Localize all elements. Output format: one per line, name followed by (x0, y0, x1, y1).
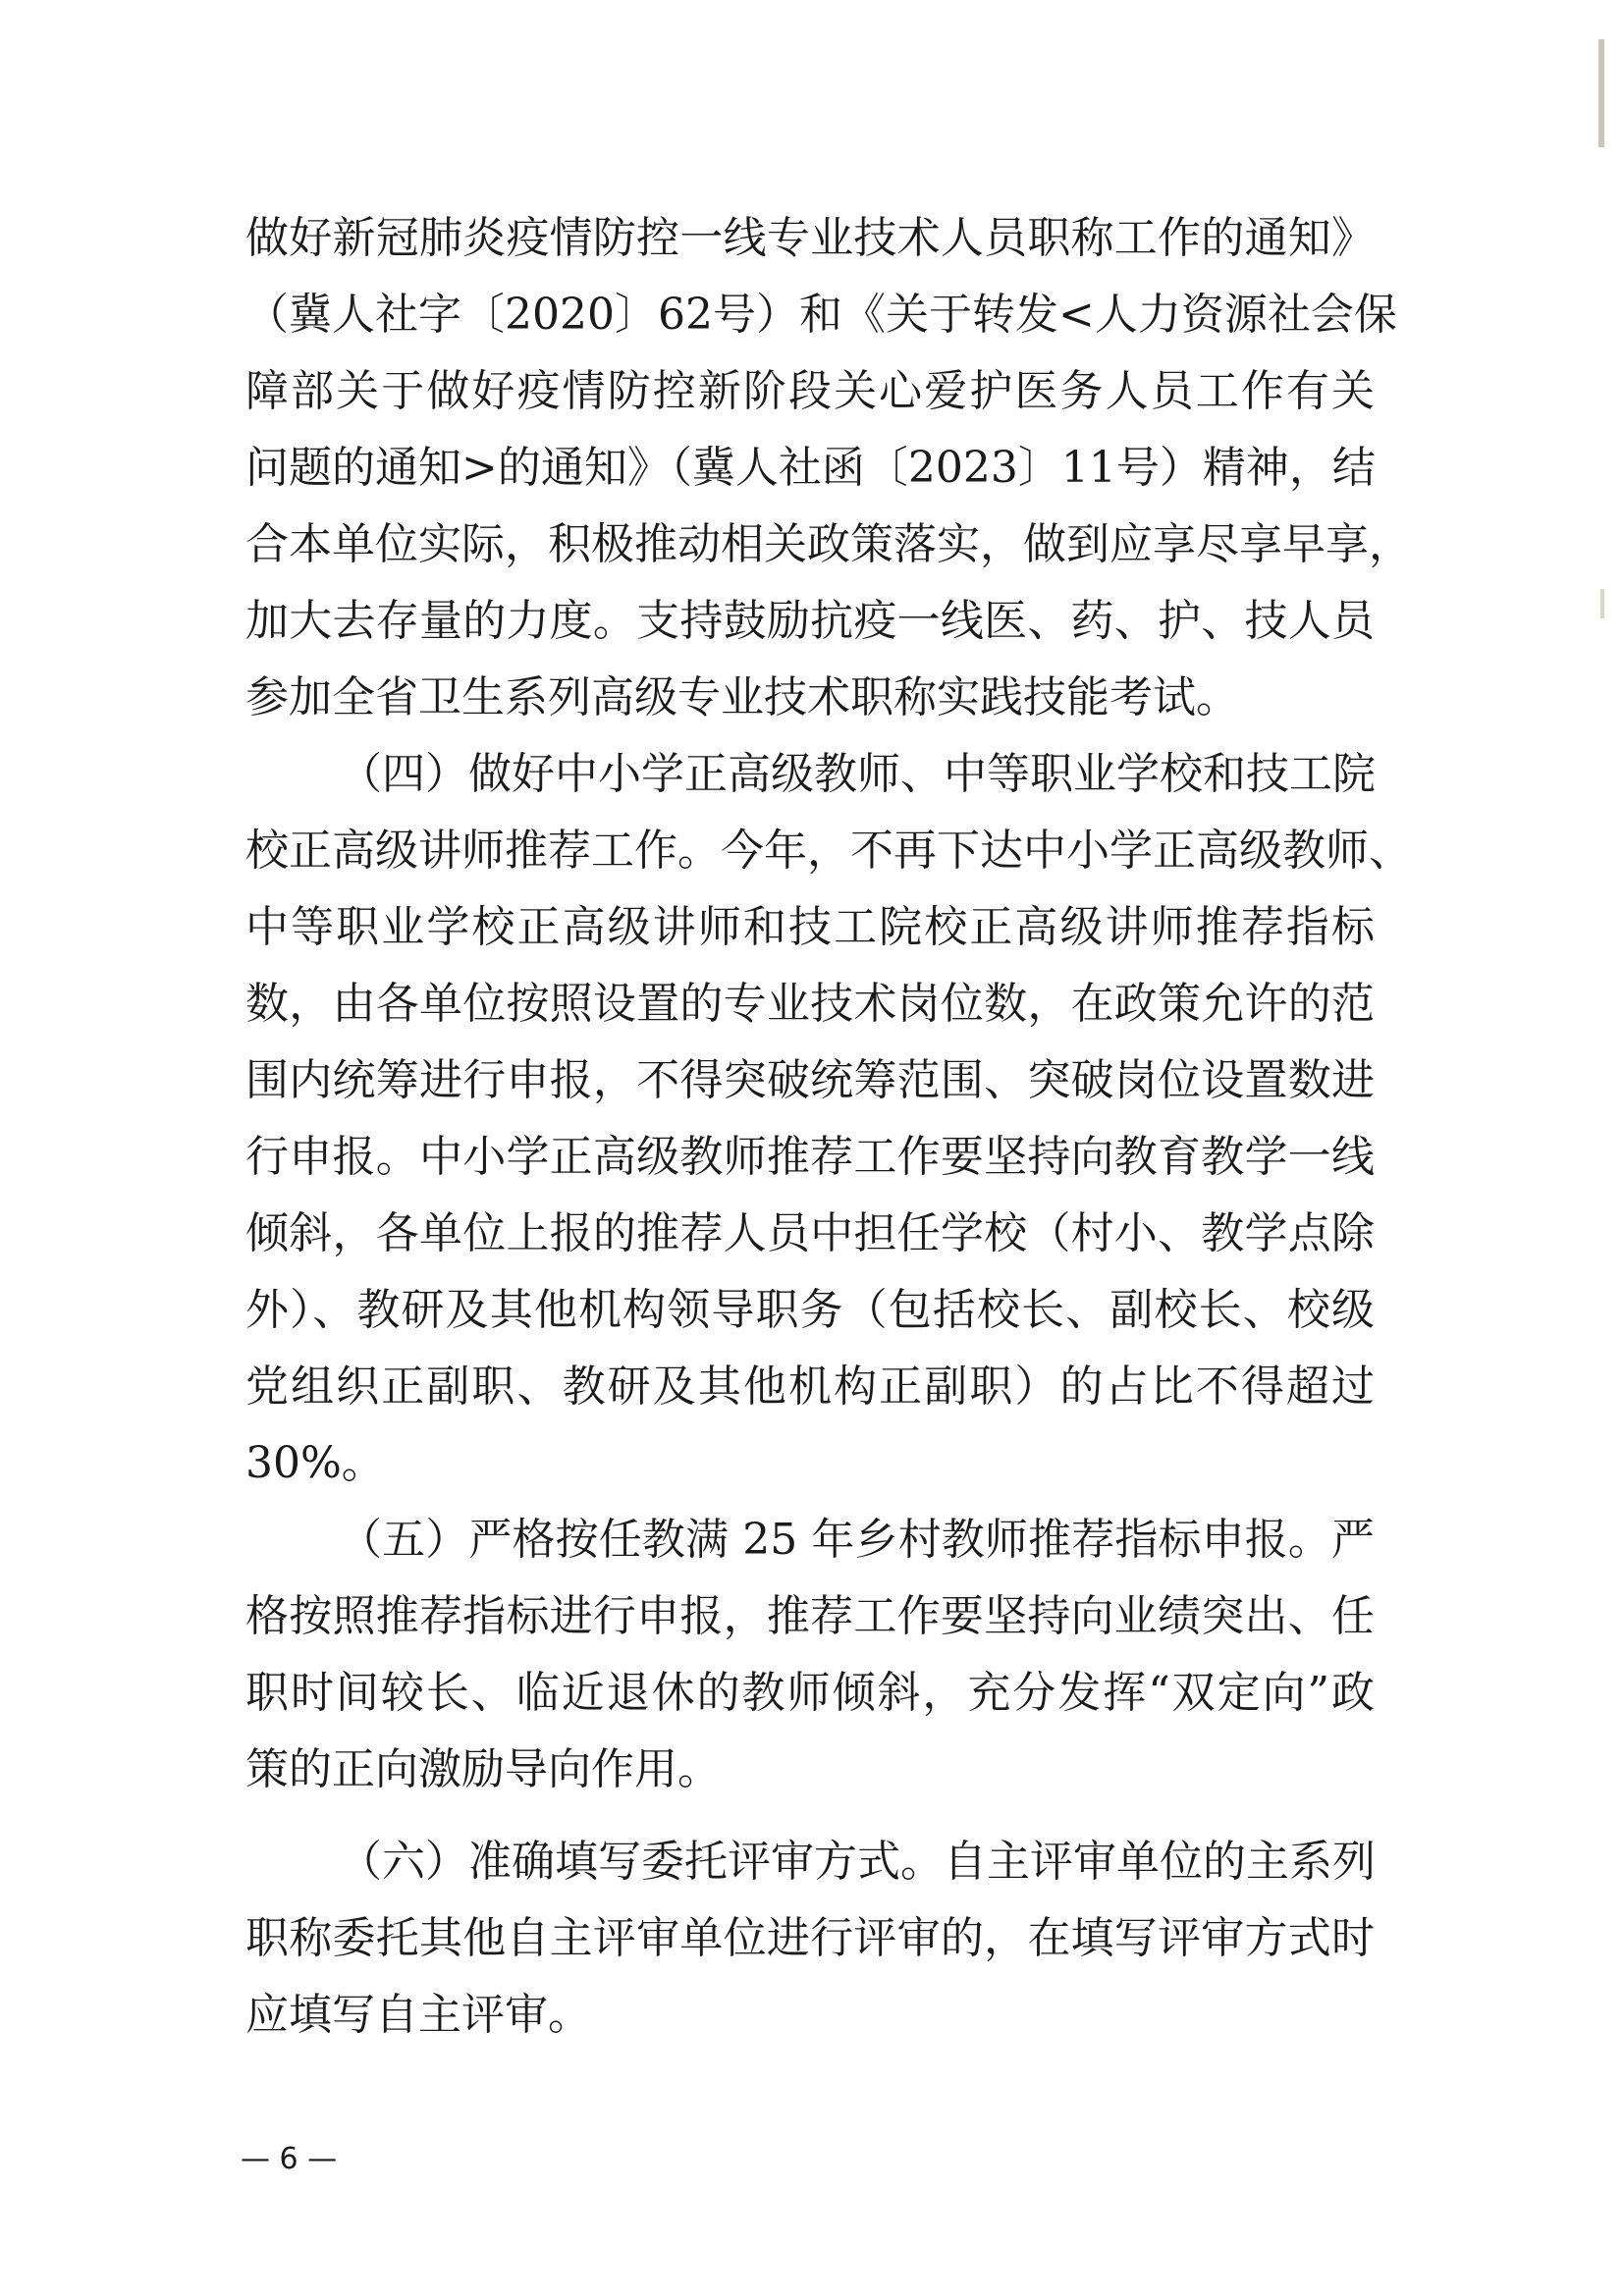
page-number: — 6 — (241, 2142, 338, 2176)
text-line (0, 736, 1623, 813)
text-line (0, 277, 1623, 353)
text-line (0, 660, 1623, 736)
text-line (0, 507, 1623, 583)
text-line-content: 中等职业学校正高级讲师和技工院校正高级讲师推荐指标 (245, 902, 1375, 952)
text-line (0, 1655, 1623, 1732)
text-line-content: 职称委托其他自主评审单位进行评审的，在填写评审方式时 (245, 1913, 1375, 1963)
text-line (0, 1425, 1623, 1502)
text-line-content: （五）严格按任教满 25 年乡村教师推荐指标申报。严 (339, 1515, 1375, 1565)
text-line-content: 外）、教研及其他机构领导职务（包括校长、副校长、校级 (245, 1285, 1375, 1335)
text-line-content: 数，由各单位按照设置的专业技术岗位数，在政策允许的范 (245, 979, 1375, 1029)
text-line-content: 围内统筹进行申报，不得突破统筹范围、突破岗位设置数进 (245, 1055, 1375, 1105)
text-line (0, 1502, 1623, 1578)
text-line-content: （冀人社字〔2020〕62号）和《关于转发<人力资源社会保 (245, 290, 1397, 340)
text-line-content: 行申报。中小学正高级教师推荐工作要坚持向教育教学一线 (245, 1132, 1375, 1182)
text-line-content: 障部关于做好疫情防控新阶段关心爱护医务人员工作有关 (245, 366, 1375, 416)
text-line (0, 430, 1623, 507)
text-line-content: 职时间较长、临近退休的教师倾斜，充分发挥“双定向”政 (245, 1668, 1375, 1718)
scan-edge-mark (1600, 589, 1604, 618)
text-line (0, 1196, 1623, 1272)
text-line (0, 583, 1623, 660)
text-line-content: 30%。 (245, 1438, 385, 1488)
text-line-content: 合本单位实际，积极推动相关政策落实，做到应享尽享早享， (245, 519, 1412, 569)
text-line (0, 1732, 1623, 1808)
text-line (0, 1349, 1623, 1425)
text-line-content: 倾斜，各单位上报的推荐人员中担任学校（村小、教学点除 (245, 1208, 1375, 1258)
text-line (0, 1977, 1623, 2054)
text-line-content: 做好新冠肺炎疫情防控一线专业技术人员职称工作的通知》 (245, 213, 1375, 263)
text-line-content: 党组织正副职、教研及其他机构正副职）的占比不得超过 (245, 1362, 1375, 1412)
text-line-content: 格按照推荐指标进行申报，推荐工作要坚持向业绩突出、任 (245, 1591, 1375, 1641)
text-line-content: 参加全省卫生系列高级专业技术职称实践技能考试。 (245, 672, 1239, 722)
text-line (0, 889, 1623, 966)
text-line-content: 应填写自主评审。 (245, 1990, 591, 2040)
text-line (0, 1578, 1623, 1655)
text-line (0, 1824, 1623, 1900)
scan-edge-mark (1598, 39, 1604, 147)
text-line-content: 校正高级讲师推荐工作。今年，不再下达中小学正高级教师、 (245, 826, 1412, 876)
text-line (0, 813, 1623, 889)
text-line-content: （四）做好中小学正高级教师、中等职业学校和技工院 (339, 749, 1376, 799)
text-line (0, 966, 1623, 1042)
text-line (0, 1272, 1623, 1349)
text-line-content: 问题的通知>的通知》（冀人社函〔2023〕11号）精神，结 (245, 443, 1376, 493)
text-line (0, 1042, 1623, 1119)
text-line (0, 1119, 1623, 1196)
text-line (0, 1900, 1623, 1977)
text-line-content: 策的正向激励导向作用。 (245, 1744, 721, 1794)
text-line-content: （六）准确填写委托评审方式。自主评审单位的主系列 (339, 1837, 1376, 1887)
text-line (0, 200, 1623, 277)
text-line (0, 353, 1623, 430)
text-line-content: 加大去存量的力度。支持鼓励抗疫一线医、药、护、技人员 (245, 596, 1375, 646)
